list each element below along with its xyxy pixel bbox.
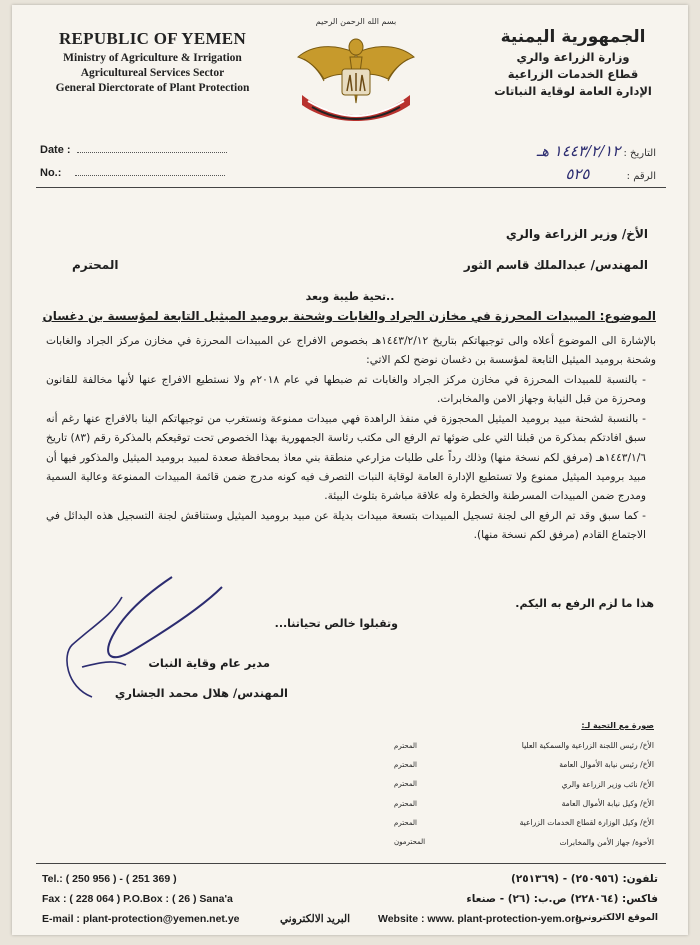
closing-line: هذا ما لزم الرفع به اليكم.	[515, 597, 654, 610]
phone-ar: تلفون: (٢٥٠٩٥٦) - (٢٥١٣٦٩)	[511, 873, 658, 885]
ref-field-ar	[565, 165, 656, 183]
phone-en: Tel.: ( 250 956 ) - ( 251 369 )	[42, 873, 177, 885]
date-label-ar: التاريخ :	[623, 148, 656, 159]
ref-label-ar: الرقم :	[626, 171, 656, 182]
sector-en: Agricultureal Services Sector	[80, 67, 225, 79]
intro-paragraph: بالإشارة الى الموضوع أعلاه والى توجيهاتكم بتاريخ ١٤٤٣/٢/١٢هـ بخصوص الافراج عن المبيدات المحرزة في مخازن مركز الجراد والغابات وشحنة بروميد الميثيل التابعة لمؤسسة بن دغسان نوضح لكم الاتي:	[46, 335, 656, 367]
email-ar-label: البريد الالكتروني	[280, 913, 351, 925]
letter-body	[46, 332, 656, 546]
cc-row: الأخ/ وكيل الوزارة لقطاع الخدمات الزراعية المحترم	[394, 818, 654, 828]
eagle-emblem-icon	[294, 35, 418, 121]
footer-divider	[36, 863, 666, 864]
to-honorific: المحترم	[72, 258, 119, 272]
header-divider	[36, 187, 666, 188]
cc-list	[394, 721, 654, 852]
date-field-ar	[537, 142, 656, 160]
bullet-methyl-bromide: - بالنسبة لشحنة مبيد بروميد الميثيل المحجوزة في منفذ الراهدة فهي مبيدات ممنوعة ونستغرب من توجيهاتكم الينا بالافراج عنها رغم أنه سبق افادتكم بمذكرة من قبلنا التي على ضوئها تم الرفع الى مكتب رئاسة الجمهورية بهذا الخصوص تحت توقيعكم بالمذكرة رقم (٨٣) تاريخ ١٤٤٣/١/٦هـ (مرفق لكم نسخة منها) وذلك رداً على طلبات مزارعي منطقة بني معاذ بمحافظة صعدة لمبيد بروميد الميثيل والمذكور فيها أن مبيد بروميد الميثيل ممنوع ولا تستطيع الإدارة العامة لوقاية النبات التصرف فيه كونه مدرج ضمن قائمة المبيدات الممنوعة وعالية السمية ومدرج ضمن المبيدات المسرطنة والخطرة وله علاقة مباشرة بتلوث البيئة.	[46, 413, 646, 502]
ministry-en: Ministry of Agriculture & Irrigation	[63, 52, 242, 64]
country-en: REPUBLIC OF YEMEN	[58, 29, 247, 48]
ref-value: ٥٢٥	[565, 165, 590, 183]
signer-title: مدير عام وقاية النبات	[148, 656, 270, 670]
bullet-locust-warehouse: - بالنسبة للمبيدات المحرزة في مخازن مركز الجراد والغابات تم ضبطها في عام ٢٠١٨م ولا نستطيع الافراج عنها لأنها مخالفة للقانون ومحرزة من قبل النيابة وجهاز الامن والمخابرات.	[46, 374, 646, 406]
directorate-en: General Dierctorate of Plant Protection	[55, 82, 250, 94]
cc-row: الأخوة/ جهاز الأمن والمخابرات المحترمون	[394, 837, 654, 847]
header-english	[40, 29, 265, 94]
website-en: Website : www. plant-protection-yem.org	[378, 913, 582, 925]
ministry-ar: وزارة الزراعة والري	[516, 50, 630, 64]
to-title: الأخ/ وزير الزراعة والري	[505, 227, 648, 241]
cc-header: صورة مع التحية لـ:	[581, 721, 654, 730]
date-value: ١٤٤٣/٢/١٢ هـ	[536, 142, 621, 160]
letter-page	[12, 5, 688, 935]
to-name: المهندس/ عبدالملك قاسم الثور	[463, 258, 648, 272]
cc-row: الأخ/ رئيس اللجنة الزراعية والسمكية العليا المحترم	[394, 741, 654, 751]
website-ar-label: الموقع الالكتروني:	[575, 913, 658, 923]
cc-row: الأخ/ وكيل نيابة الأموال العامة المحترم	[394, 799, 654, 809]
sector-ar: قطاع الخدمات الزراعية	[507, 67, 639, 81]
basmala: بسم الله الرحمن الرحيم	[315, 17, 397, 26]
cc-row: الأخ/ رئيس نيابة الأموال العامة المحترم	[394, 760, 654, 770]
date-label-en: Date :	[40, 144, 71, 156]
cc-row: الأخ/ نائب وزير الزراعة والري المحترم	[394, 779, 654, 789]
header-arabic	[478, 27, 668, 98]
no-field-en	[40, 165, 225, 179]
fax-en: Fax : ( 228 064 ) P.O.Box : ( 26 ) Sana'a	[42, 893, 233, 905]
fax-ar: فاكس: (٢٢٨٠٦٤) ص.ب: (٢٦) - صنعاء	[466, 893, 658, 905]
directorate-ar: الإدارة العامة لوقاية النباتات	[494, 84, 652, 98]
greeting: تحية طيبة وبعد..	[305, 290, 395, 303]
date-field-en	[40, 142, 227, 156]
no-label-en: No.:	[40, 167, 62, 179]
email-en: E-mail : plant-protection@yemen.net.ye	[42, 913, 240, 925]
subject-line: الموضوع: المبيدات المحرزة في مخازن الجراد والغابات وشحنة بروميد الميثيل التابعة لمؤسسة بن دغسان	[42, 309, 656, 323]
regards-line: وتقبلوا خالص تحياتنا...	[274, 617, 398, 630]
country-ar: الجمهورية اليمنية	[500, 27, 646, 47]
signer-name: المهندس/ هلال محمد الجشاري	[114, 686, 288, 700]
bullet-alternatives: - كما سبق وقد تم الرفع الى لجنة تسجيل المبيدات بتسعة مبيدات بديلة عن مبيد بروميد الميثيل وستناقش لجنة التسجيل هذه البدائل في الاجتماع القادم (مرفق لكم نسخة منها).	[46, 509, 646, 541]
